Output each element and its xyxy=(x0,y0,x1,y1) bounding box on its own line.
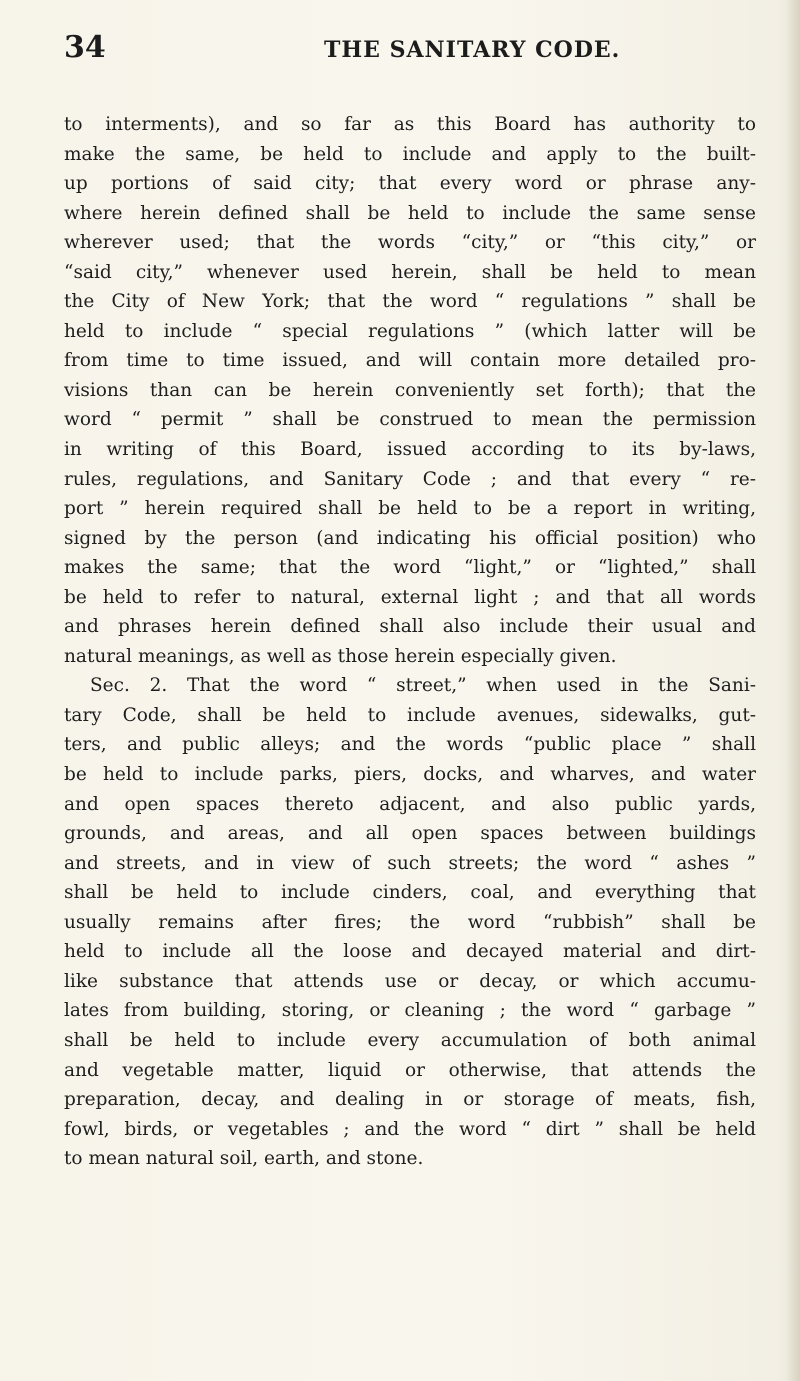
text-line: like substance that attends use or decay, or which accumu- xyxy=(64,970,756,992)
text-line: lates from building, storing, or cleaning ; the word “ garbage ” xyxy=(64,1000,756,1022)
text-line: and open spaces thereto adjacent, and also public yards, xyxy=(64,793,756,815)
text-line: signed by the person (and indicating his official position) who xyxy=(64,527,756,549)
body-text xyxy=(64,110,756,1174)
text-line: “said city,” whenever used herein, shall be held to mean xyxy=(64,261,756,283)
text-line: usually remains after fires; the word “rubbish” shall be xyxy=(64,911,756,933)
text-line: and streets, and in view of such streets; the word “ ashes ” xyxy=(64,852,756,874)
text-line: shall be held to include cinders, coal, and everything that xyxy=(64,882,756,904)
text-line: where herein defined shall be held to include the same sense xyxy=(64,202,756,224)
text-line: from time to time issued, and will contain more detailed pro- xyxy=(64,350,756,372)
text-line: to mean natural soil, earth, and stone. xyxy=(64,1148,424,1170)
text-line: held to include all the loose and decayed material and dirt- xyxy=(64,941,756,963)
page-edge-shadow xyxy=(786,0,800,1381)
page-header xyxy=(64,30,764,70)
running-head: THE SANITARY CODE. xyxy=(324,37,621,63)
text-line: be held to refer to natural, external light ; and that all words xyxy=(64,586,756,608)
text-line: in writing of this Board, issued according to its by-laws, xyxy=(64,439,756,461)
text-line: and vegetable matter, liquid or otherwise, that attends the xyxy=(64,1059,756,1081)
text-line: rules, regulations, and Sanitary Code ; and that every “ re- xyxy=(64,468,756,490)
section-start-line: Sec. 2. That the word “ street,” when used in the Sani- xyxy=(90,675,756,697)
text-line: shall be held to include every accumulation of both animal xyxy=(64,1029,756,1051)
text-line: held to include “ special regulations ” (which latter will be xyxy=(64,320,756,342)
text-line: visions than can be herein conveniently set forth); that the xyxy=(64,379,756,401)
text-line: fowl, birds, or vegetables ; and the word “ dirt ” shall be held xyxy=(64,1118,756,1140)
page-number: 34 xyxy=(64,30,106,65)
text-line: wherever used; that the words “city,” or “this city,” or xyxy=(64,232,756,254)
text-line: tary Code, shall be held to include avenues, sidewalks, gut- xyxy=(64,704,756,726)
text-line: preparation, decay, and dealing in or storage of meats, fish, xyxy=(64,1089,756,1111)
text-line: and phrases herein defined shall also include their usual and xyxy=(64,616,756,638)
text-line: port ” herein required shall be held to be a report in writing, xyxy=(64,498,756,520)
text-line: grounds, and areas, and all open spaces between buildings xyxy=(64,823,756,845)
text-line: ters, and public alleys; and the words “public place ” shall xyxy=(64,734,756,756)
text-line: the City of New York; that the word “ regulations ” shall be xyxy=(64,291,756,313)
text-line: be held to include parks, piers, docks, and wharves, and water xyxy=(64,764,756,786)
text-line: up portions of said city; that every word or phrase any- xyxy=(64,173,756,195)
text-line: make the same, be held to include and apply to the built- xyxy=(64,143,756,165)
text-line: natural meanings, as well as those herein especially given. xyxy=(64,645,617,667)
text-line: word “ permit ” shall be construed to mean the permission xyxy=(64,409,756,431)
text-line: makes the same; that the word “light,” or “lighted,” shall xyxy=(64,557,756,579)
text-line: to interments), and so far as this Board has authority to xyxy=(64,114,756,135)
